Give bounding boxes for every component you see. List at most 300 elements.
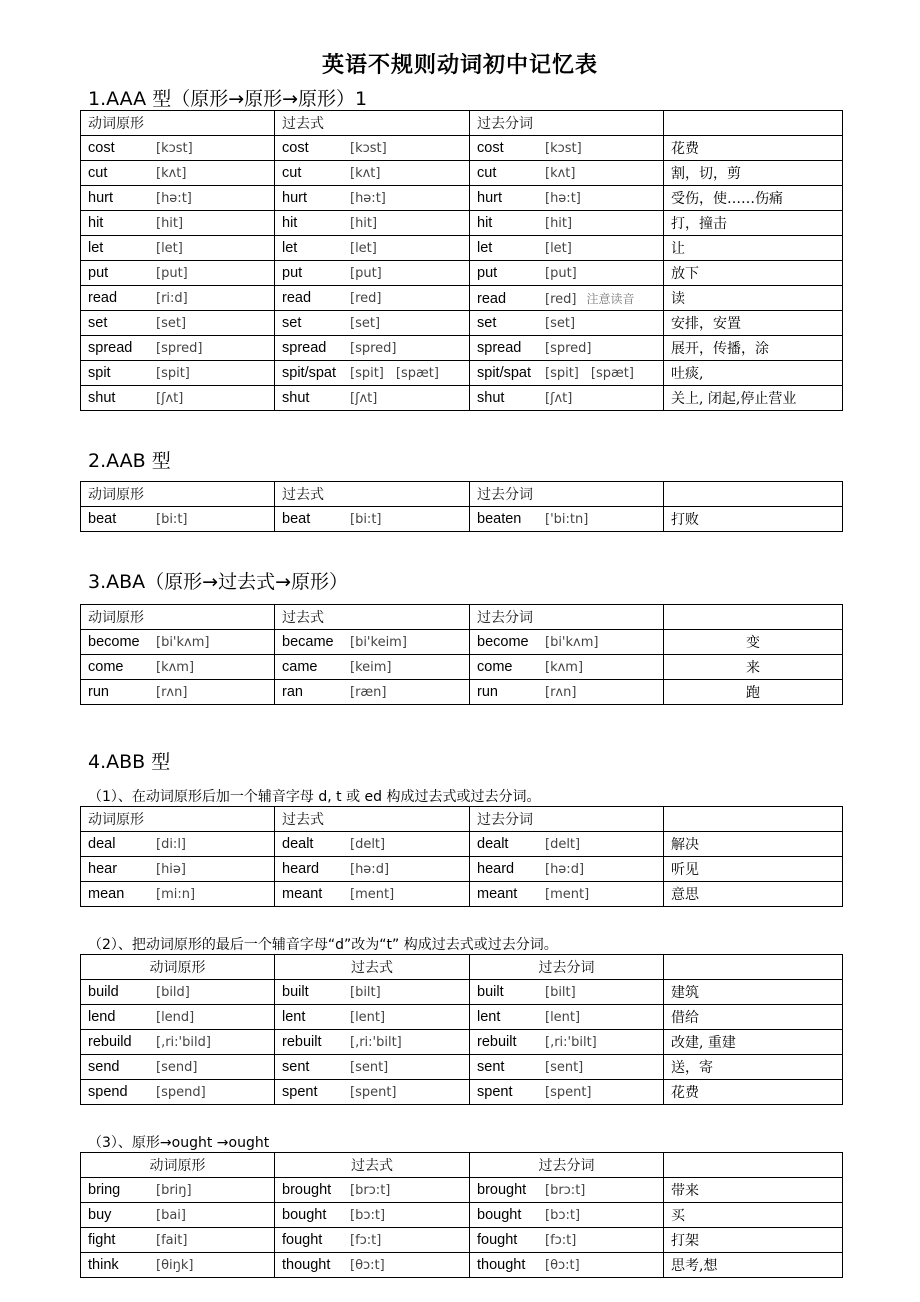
table-row xyxy=(81,882,843,907)
past-participle-cell xyxy=(470,680,664,705)
past-tense-cell xyxy=(275,680,470,705)
past-tense-cell xyxy=(275,161,470,186)
past-participle-cell xyxy=(470,161,664,186)
table-row xyxy=(81,857,843,882)
verb-word: put xyxy=(282,265,303,281)
past-participle-cell xyxy=(470,832,664,857)
header-row xyxy=(81,111,843,136)
verb-word: fight xyxy=(88,1232,116,1248)
phonetic: [fait] xyxy=(156,1233,188,1248)
base-form-cell xyxy=(81,286,275,311)
column-header: 动词原形 xyxy=(81,482,275,507)
phonetic: [let] xyxy=(156,241,183,256)
column-header: 过去式 xyxy=(275,111,470,136)
verb-word: spread xyxy=(477,340,522,356)
phonetic: [hə:d] xyxy=(545,862,585,877)
meaning-cell: 受伤，使……伤痛 xyxy=(664,186,843,211)
phonetic: [,ri:'bilt] xyxy=(545,1035,597,1050)
past-tense-cell xyxy=(275,832,470,857)
base-form-cell xyxy=(81,882,275,907)
verb-word: built xyxy=(282,984,309,1000)
phonetic: [bi:t] xyxy=(350,512,382,527)
document-title: 英语不规则动词初中记忆表 xyxy=(321,53,598,78)
phonetic: [bilt] xyxy=(545,985,576,1000)
meaning-cell: 打架 xyxy=(664,1228,843,1253)
table-abb-1 xyxy=(80,806,843,907)
table-row xyxy=(81,136,843,161)
phonetic: [keim] xyxy=(350,660,392,675)
base-form-cell xyxy=(81,507,275,532)
table-row xyxy=(81,286,843,311)
header-row xyxy=(81,605,843,630)
base-form-cell xyxy=(81,655,275,680)
phonetic: [put] xyxy=(545,266,577,281)
verb-word: fought xyxy=(282,1232,323,1248)
header-row xyxy=(81,1153,843,1178)
table-row xyxy=(81,507,843,532)
verb-word: hurt xyxy=(477,190,502,206)
section-1-heading: 1.AAA 型（原形→原形→原形）1 xyxy=(88,88,368,110)
verb-word: send xyxy=(88,1059,120,1075)
verb-word: spread xyxy=(282,340,327,356)
verb-word: cost xyxy=(282,140,309,156)
phonetic: [hit] xyxy=(350,216,378,231)
verb-word: think xyxy=(88,1257,119,1273)
meaning-cell: 吐痰, xyxy=(664,361,843,386)
verb-word: hear xyxy=(88,861,118,877)
past-participle-cell xyxy=(470,1005,664,1030)
verb-word: hit xyxy=(282,215,298,231)
verb-word: bring xyxy=(88,1182,121,1198)
past-tense-cell xyxy=(275,386,470,411)
verb-word: bought xyxy=(477,1207,522,1223)
verb-word: sent xyxy=(282,1059,310,1075)
verb-word: mean xyxy=(88,886,125,902)
table-row xyxy=(81,980,843,1005)
past-tense-cell xyxy=(275,1203,470,1228)
column-header: 动词原形 xyxy=(81,955,275,980)
verb-word: hit xyxy=(477,215,493,231)
phonetic: [,ri:'bild] xyxy=(156,1035,211,1050)
phonetic: [ʃʌt] xyxy=(545,391,573,406)
phonetic: [ræn] xyxy=(350,685,387,700)
phonetic: [spit] xyxy=(156,366,190,381)
table-row xyxy=(81,630,843,655)
past-tense-cell xyxy=(275,1055,470,1080)
past-participle-cell xyxy=(470,336,664,361)
meaning-cell: 打败 xyxy=(664,507,843,532)
verb-word: hurt xyxy=(282,190,307,206)
verb-word: beaten xyxy=(477,511,522,527)
phonetic: [lent] xyxy=(545,1010,581,1025)
phonetic: [bai] xyxy=(156,1208,186,1223)
phonetic: [spent] xyxy=(545,1085,592,1100)
phonetic: [bi'kʌm] xyxy=(545,635,599,650)
past-participle-cell xyxy=(470,261,664,286)
header-row xyxy=(81,807,843,832)
phonetic: [red] xyxy=(350,291,382,306)
verb-word: run xyxy=(88,684,109,700)
column-header: 动词原形 xyxy=(81,1153,275,1178)
verb-word: spent xyxy=(282,1084,318,1100)
verb-word: run xyxy=(477,684,498,700)
past-participle-cell xyxy=(470,882,664,907)
meaning-cell: 割，切，剪 xyxy=(664,161,843,186)
column-header: 过去分词 xyxy=(470,111,664,136)
base-form-cell xyxy=(81,1055,275,1080)
phonetic: [delt] xyxy=(545,837,581,852)
phonetic: [fɔ:t] xyxy=(545,1233,577,1248)
column-header: 过去分词 xyxy=(470,955,664,980)
past-tense-cell xyxy=(275,857,470,882)
verb-word: let xyxy=(477,240,493,256)
phonetic: [ʃʌt] xyxy=(156,391,184,406)
phonetic: [θɔ:t] xyxy=(545,1258,580,1273)
column-header: 过去分词 xyxy=(470,1153,664,1178)
column-header: 过去式 xyxy=(275,807,470,832)
base-form-cell xyxy=(81,336,275,361)
verb-word: lend xyxy=(88,1009,116,1025)
past-tense-cell xyxy=(275,236,470,261)
meaning-cell: 来 xyxy=(664,655,843,680)
phonetic: [ri:d] xyxy=(156,291,188,306)
verb-word: put xyxy=(477,265,498,281)
verb-word: become xyxy=(477,634,529,650)
meaning-cell: 安排，安置 xyxy=(664,311,843,336)
past-participle-cell xyxy=(470,236,664,261)
phonetic: [bild] xyxy=(156,985,190,1000)
phonetic: [hə:t] xyxy=(545,191,581,206)
meaning-cell: 读 xyxy=(664,286,843,311)
verb-word: rebuilt xyxy=(477,1034,517,1050)
phonetic: ['bi:tn] xyxy=(545,512,589,527)
meaning-cell: 意思 xyxy=(664,882,843,907)
table-row xyxy=(81,1030,843,1055)
phonetic: [spit] xyxy=(545,366,579,381)
verb-word: beat xyxy=(88,511,117,527)
base-form-cell xyxy=(81,386,275,411)
table-row xyxy=(81,832,843,857)
table-row xyxy=(81,655,843,680)
meaning-cell: 跑 xyxy=(664,680,843,705)
phonetic: [kʌm] xyxy=(156,660,195,675)
verb-word: come xyxy=(477,659,513,675)
note-abb-1: （1）、在动词原形后加一个辅音字母 d, t 或 ed 构成过去式或过去分词。 xyxy=(88,789,541,805)
phonetic: [briŋ] xyxy=(156,1183,192,1198)
verb-word: thought xyxy=(477,1257,526,1273)
past-tense-cell xyxy=(275,882,470,907)
phonetic: [let] xyxy=(350,241,377,256)
verb-word: lent xyxy=(477,1009,501,1025)
meaning-cell: 关上, 闭起,停止营业 xyxy=(664,386,843,411)
verb-word: spread xyxy=(88,340,133,356)
base-form-cell xyxy=(81,211,275,236)
phonetic: [bi'keim] xyxy=(350,635,407,650)
column-header: 动词原形 xyxy=(81,111,275,136)
past-tense-cell xyxy=(275,1080,470,1105)
verb-word: spent xyxy=(477,1084,513,1100)
table-row xyxy=(81,680,843,705)
column-header: 动词原形 xyxy=(81,605,275,630)
phonetic: [spit] xyxy=(350,366,384,381)
column-header xyxy=(664,955,843,980)
phonetic: [spred] xyxy=(350,341,397,356)
verb-word: built xyxy=(477,984,504,1000)
verb-word: spit xyxy=(88,365,111,381)
column-header: 过去式 xyxy=(275,955,470,980)
base-form-cell xyxy=(81,1030,275,1055)
verb-word: fought xyxy=(477,1232,518,1248)
column-header: 过去分词 xyxy=(470,807,664,832)
past-tense-cell xyxy=(275,311,470,336)
meaning-cell: 思考,想 xyxy=(664,1253,843,1278)
meaning-cell: 买 xyxy=(664,1203,843,1228)
table-aaa xyxy=(80,110,843,411)
verb-word: cut xyxy=(88,165,108,181)
phonetic: [spred] xyxy=(545,341,592,356)
verb-word: rebuild xyxy=(88,1034,132,1050)
verb-word: spend xyxy=(88,1084,128,1100)
verb-word: meant xyxy=(477,886,518,902)
past-tense-cell xyxy=(275,980,470,1005)
phonetic: [kʌt] xyxy=(545,166,576,181)
past-participle-cell xyxy=(470,136,664,161)
past-participle-cell xyxy=(470,1228,664,1253)
verb-word: heard xyxy=(282,861,320,877)
phonetic: [mi:n] xyxy=(156,887,196,902)
table-row xyxy=(81,1080,843,1105)
phonetic: [kʌm] xyxy=(545,660,584,675)
verb-word: cost xyxy=(88,140,115,156)
meaning-cell: 送，寄 xyxy=(664,1055,843,1080)
phonetic: [θiŋk] xyxy=(156,1258,194,1273)
base-form-cell xyxy=(81,630,275,655)
base-form-cell xyxy=(81,186,275,211)
column-header xyxy=(664,807,843,832)
phonetic: [spæt] xyxy=(395,366,439,381)
verb-word: meant xyxy=(282,886,323,902)
table-row xyxy=(81,261,843,286)
verb-word: come xyxy=(88,659,124,675)
past-participle-cell xyxy=(470,1178,664,1203)
table-row xyxy=(81,1055,843,1080)
verb-word: bought xyxy=(282,1207,327,1223)
verb-word: thought xyxy=(282,1257,331,1273)
base-form-cell xyxy=(81,1080,275,1105)
past-participle-cell xyxy=(470,1055,664,1080)
verb-word: sent xyxy=(477,1059,505,1075)
verb-word: let xyxy=(282,240,298,256)
verb-word: lent xyxy=(282,1009,306,1025)
verb-word: spit/spat xyxy=(477,365,531,381)
past-tense-cell xyxy=(275,136,470,161)
phonetic: [hiə] xyxy=(156,862,186,877)
past-participle-cell xyxy=(470,857,664,882)
phonetic: [set] xyxy=(350,316,381,331)
verb-word: cost xyxy=(477,140,504,156)
base-form-cell xyxy=(81,1178,275,1203)
past-participle-cell xyxy=(470,1253,664,1278)
meaning-cell: 改建, 重建 xyxy=(664,1030,843,1055)
past-tense-cell xyxy=(275,336,470,361)
base-form-cell xyxy=(81,136,275,161)
past-tense-cell xyxy=(275,1005,470,1030)
phonetic: [ment] xyxy=(545,887,590,902)
past-participle-cell xyxy=(470,1203,664,1228)
base-form-cell xyxy=(81,236,275,261)
past-tense-cell xyxy=(275,507,470,532)
verb-word: beat xyxy=(282,511,311,527)
column-header xyxy=(664,111,843,136)
phonetic: [brɔ:t] xyxy=(350,1183,391,1198)
phonetic: [ment] xyxy=(350,887,395,902)
meaning-cell: 解决 xyxy=(664,832,843,857)
table-row xyxy=(81,186,843,211)
verb-word: set xyxy=(282,315,302,331)
phonetic: [sent] xyxy=(350,1060,389,1075)
verb-word: shut xyxy=(282,390,310,406)
past-participle-cell xyxy=(470,507,664,532)
verb-word: buy xyxy=(88,1207,112,1223)
past-tense-cell xyxy=(275,261,470,286)
base-form-cell xyxy=(81,1005,275,1030)
past-participle-cell xyxy=(470,311,664,336)
past-tense-cell xyxy=(275,286,470,311)
past-tense-cell xyxy=(275,1030,470,1055)
meaning-cell: 放下 xyxy=(664,261,843,286)
past-tense-cell xyxy=(275,1253,470,1278)
table-row xyxy=(81,1253,843,1278)
table-row xyxy=(81,1228,843,1253)
past-participle-cell xyxy=(470,1030,664,1055)
phonetic: [lend] xyxy=(156,1010,195,1025)
verb-word: read xyxy=(282,290,312,306)
phonetic: [bɔ:t] xyxy=(545,1208,581,1223)
phonetic: [sent] xyxy=(545,1060,584,1075)
column-header: 过去式 xyxy=(275,1153,470,1178)
verb-word: dealt xyxy=(477,836,509,852)
table-row xyxy=(81,1178,843,1203)
column-header: 过去式 xyxy=(275,482,470,507)
table-row xyxy=(81,1203,843,1228)
phonetic: [bi:t] xyxy=(156,512,188,527)
phonetic: [put] xyxy=(350,266,382,281)
section-2-heading: 2.AAB 型 xyxy=(88,450,171,472)
past-participle-cell xyxy=(470,211,664,236)
past-participle-cell xyxy=(470,186,664,211)
base-form-cell xyxy=(81,1228,275,1253)
phonetic: [,ri:'bilt] xyxy=(350,1035,402,1050)
meaning-cell: 建筑 xyxy=(664,980,843,1005)
phonetic: [rʌn] xyxy=(156,685,188,700)
phonetic: [ʃʌt] xyxy=(350,391,378,406)
past-tense-cell xyxy=(275,1228,470,1253)
verb-word: brought xyxy=(282,1182,332,1198)
phonetic: [kɔst] xyxy=(156,141,193,156)
meaning-cell: 借给 xyxy=(664,1005,843,1030)
base-form-cell xyxy=(81,1203,275,1228)
meaning-cell: 变 xyxy=(664,630,843,655)
base-form-cell xyxy=(81,1253,275,1278)
phonetic: [θɔ:t] xyxy=(350,1258,385,1273)
base-form-cell xyxy=(81,680,275,705)
meaning-cell: 花费 xyxy=(664,136,843,161)
verb-word: became xyxy=(282,634,334,650)
verb-word: hurt xyxy=(88,190,113,206)
column-header xyxy=(664,1153,843,1178)
verb-word: deal xyxy=(88,836,116,852)
verb-word: set xyxy=(477,315,497,331)
note-abb-3: （3）、原形→ought →ought xyxy=(88,1135,270,1151)
verb-word: shut xyxy=(88,390,116,406)
verb-word: read xyxy=(477,290,507,307)
phonetic: [spend] xyxy=(156,1085,206,1100)
past-tense-cell xyxy=(275,361,470,386)
verb-word: heard xyxy=(477,861,515,877)
past-tense-cell xyxy=(275,630,470,655)
past-participle-cell xyxy=(470,630,664,655)
phonetic: [send] xyxy=(156,1060,198,1075)
meaning-cell: 让 xyxy=(664,236,843,261)
phonetic: [rʌn] xyxy=(545,685,577,700)
phonetic: [lent] xyxy=(350,1010,386,1025)
past-tense-cell xyxy=(275,186,470,211)
phonetic: [let] xyxy=(545,241,572,256)
verb-word: dealt xyxy=(282,836,314,852)
table-row xyxy=(81,336,843,361)
table-abb-3 xyxy=(80,1152,843,1278)
verb-word: hit xyxy=(88,215,104,231)
verb-word: set xyxy=(88,315,108,331)
meaning-cell: 带来 xyxy=(664,1178,843,1203)
past-participle-cell xyxy=(470,361,664,386)
verb-word: build xyxy=(88,984,119,1000)
meaning-cell: 花费 xyxy=(664,1080,843,1105)
verb-word: rebuilt xyxy=(282,1034,322,1050)
table-row xyxy=(81,311,843,336)
table-row xyxy=(81,211,843,236)
header-row xyxy=(81,482,843,507)
verb-word: cut xyxy=(282,165,302,181)
verb-word: let xyxy=(88,240,104,256)
table-row xyxy=(81,1005,843,1030)
phonetic: [bɔ:t] xyxy=(350,1208,386,1223)
past-participle-cell xyxy=(470,386,664,411)
past-participle-cell xyxy=(470,286,664,311)
note-abb-2: （2）、把动词原形的最后一个辅音字母“d”改为“t” 构成过去式或过去分词。 xyxy=(88,937,558,953)
phonetic: [set] xyxy=(156,316,187,331)
phonetic: [bi'kʌm] xyxy=(156,635,210,650)
past-participle-cell xyxy=(470,655,664,680)
meaning-cell: 展开，传播，涂 xyxy=(664,336,843,361)
table-aab xyxy=(80,481,843,532)
column-header: 动词原形 xyxy=(81,807,275,832)
verb-word: put xyxy=(88,265,109,281)
column-header xyxy=(664,482,843,507)
verb-word: brought xyxy=(477,1182,527,1198)
base-form-cell xyxy=(81,311,275,336)
past-tense-cell xyxy=(275,655,470,680)
base-form-cell xyxy=(81,857,275,882)
table-row xyxy=(81,161,843,186)
section-3-heading: 3.ABA（原形→过去式→原形） xyxy=(88,571,348,593)
phonetic: [kɔst] xyxy=(545,141,582,156)
phonetic: [delt] xyxy=(350,837,386,852)
column-header: 过去分词 xyxy=(470,482,664,507)
column-header xyxy=(664,605,843,630)
past-participle-cell xyxy=(470,1080,664,1105)
phonetic: [hə:t] xyxy=(156,191,192,206)
